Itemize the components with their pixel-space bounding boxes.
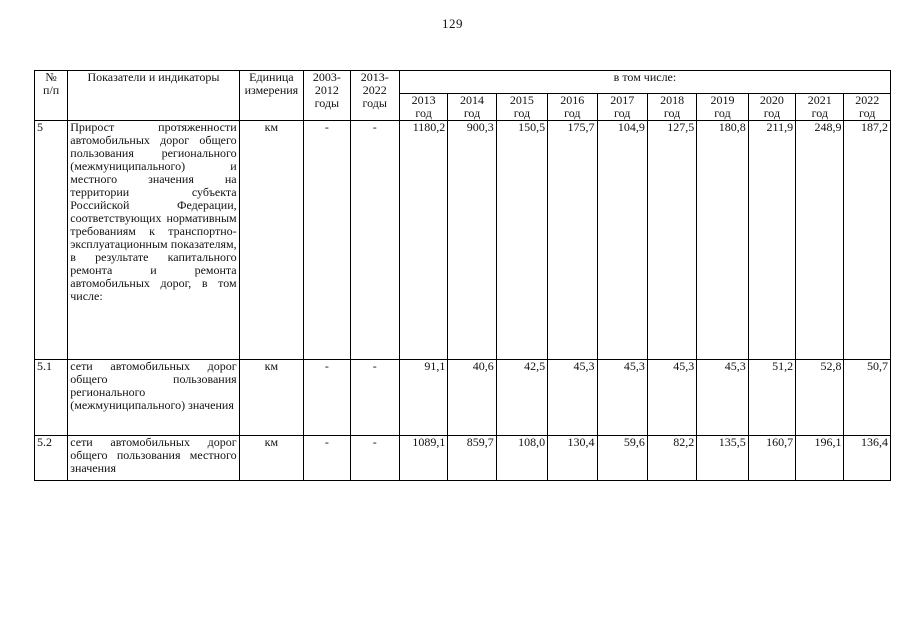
year-value-5: 127,5 — [647, 121, 696, 360]
year-value-3: 130,4 — [548, 436, 597, 481]
year-value-9: 187,2 — [844, 121, 891, 360]
unit-cell: км — [239, 121, 304, 360]
unit-cell: км — [239, 436, 304, 481]
period-2013-2022-cell: - — [350, 360, 399, 436]
year-value-0: 1180,2 — [399, 121, 447, 360]
period-2003-2012-cell: - — [304, 121, 350, 360]
header-year-5: 2018 год — [647, 94, 696, 121]
year-value-7: 51,2 — [748, 360, 795, 436]
header-row-1 — [35, 71, 891, 94]
year-value-1: 900,3 — [448, 121, 496, 360]
year-value-8: 52,8 — [796, 360, 844, 436]
period-2013-2022-cell: - — [350, 121, 399, 360]
header-period-2013-2022: 2013- 2022 годы — [350, 71, 399, 121]
year-value-9: 50,7 — [844, 360, 891, 436]
table-row — [35, 436, 891, 481]
year-value-2: 150,5 — [496, 121, 547, 360]
year-value-7: 160,7 — [748, 436, 795, 481]
year-value-3: 175,7 — [548, 121, 597, 360]
period-2003-2012-cell: - — [304, 436, 350, 481]
year-value-1: 859,7 — [448, 436, 496, 481]
period-2013-2022-cell: - — [350, 436, 399, 481]
header-year-2: 2015 год — [496, 94, 547, 121]
year-value-4: 45,3 — [597, 360, 647, 436]
year-value-8: 196,1 — [796, 436, 844, 481]
year-value-6: 135,5 — [697, 436, 748, 481]
header-year-9: 2022 год — [844, 94, 891, 121]
table-body — [35, 121, 891, 481]
header-period-2003-2012: 2003- 2012 годы — [304, 71, 350, 121]
year-value-5: 82,2 — [647, 436, 696, 481]
year-value-3: 45,3 — [548, 360, 597, 436]
indicator-name: Прирост протяженности автомобильных дорог общего пользования регионального (межмуниципального) и местного значения на территории субъекта Российской Федерации, соответствующих нормативным требованиям к транспортно-эксплуатационным показателям, в результате капитального ремонта и ремонта автомобильных дорог, в том числе: — [68, 121, 239, 360]
year-value-5: 45,3 — [647, 360, 696, 436]
header-unit: Единица измерения — [239, 71, 304, 121]
indicator-name: сети автомобильных дорог общего пользования регионального (межмуниципального) значения — [68, 360, 239, 436]
year-value-1: 40,6 — [448, 360, 496, 436]
year-value-7: 211,9 — [748, 121, 795, 360]
year-value-2: 108,0 — [496, 436, 547, 481]
row-number: 5.1 — [35, 360, 68, 436]
header-indicator: Показатели и индикаторы — [68, 71, 239, 121]
year-value-4: 104,9 — [597, 121, 647, 360]
header-year-6: 2019 год — [697, 94, 748, 121]
year-value-4: 59,6 — [597, 436, 647, 481]
header-year-1: 2014 год — [448, 94, 496, 121]
year-value-0: 91,1 — [399, 360, 447, 436]
header-year-7: 2020 год — [748, 94, 795, 121]
indicator-name: сети автомобильных дорог общего пользования местного значения — [68, 436, 239, 481]
table-row — [35, 360, 891, 436]
indicators-table — [34, 70, 891, 481]
row-number: 5.2 — [35, 436, 68, 481]
header-year-8: 2021 год — [796, 94, 844, 121]
year-value-9: 136,4 — [844, 436, 891, 481]
year-value-6: 180,8 — [697, 121, 748, 360]
year-value-0: 1089,1 — [399, 436, 447, 481]
year-value-8: 248,9 — [796, 121, 844, 360]
header-year-4: 2017 год — [597, 94, 647, 121]
unit-cell: км — [239, 360, 304, 436]
table-row — [35, 121, 891, 360]
header-no — [35, 71, 68, 121]
header-year-3: 2016 год — [548, 94, 597, 121]
row-number: 5 — [35, 121, 68, 360]
header-including: в том числе: — [399, 71, 890, 94]
page-number: 129 — [442, 16, 463, 31]
header-no-text: № п/п — [43, 70, 60, 97]
year-value-2: 42,5 — [496, 360, 547, 436]
period-2003-2012-cell: - — [304, 360, 350, 436]
header-year-0: 2013 год — [399, 94, 447, 121]
year-value-6: 45,3 — [697, 360, 748, 436]
